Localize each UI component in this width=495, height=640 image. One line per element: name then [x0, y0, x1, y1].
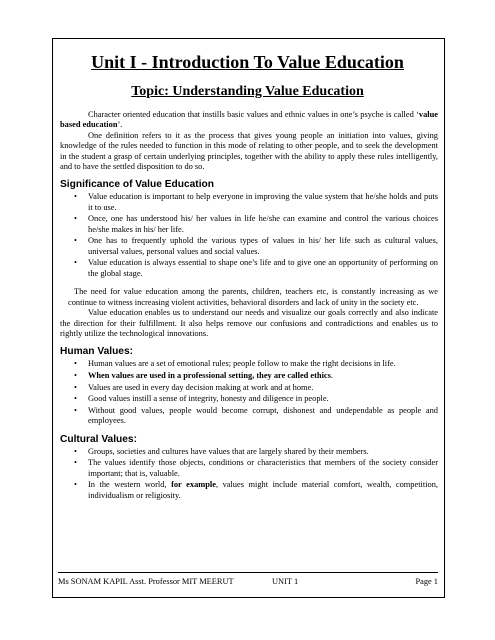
- list-item: • One has to frequently uphold the various types of values in his/ her life such as cultural values, universal values, personal values and social values.: [88, 236, 438, 257]
- cultural-values-heading: Cultural Values:: [60, 433, 137, 445]
- list-item: • Once, one has understood his/ her values in life he/she can examine and control the various choices he/she makes in his/ her life.: [88, 214, 438, 235]
- footer-unit: UNIT 1: [272, 577, 299, 586]
- footer-author: Ms SONAM KAPIL Asst. Professor MIT MEERUT: [58, 577, 234, 586]
- document-body: [60, 110, 438, 502]
- page-footer: [58, 572, 438, 589]
- human-values-heading: Human Values:: [60, 346, 134, 358]
- list-item: • Value education is always essential to shape one’s life and to give one an opportunity of performing on the global stage.: [88, 258, 438, 279]
- footer-page-number: Page 1: [415, 577, 438, 586]
- list-item: • Groups, societies and cultures have values that are largely shared by their members.: [88, 447, 438, 457]
- intro-paragraph-1: Character oriented education that instills basic values and ethnic values in one’s psyche is called ‘value based education’.: [60, 110, 438, 130]
- list-item: • Value education is important to help everyone in improving the value system that he/she holds and puts it to use.: [88, 192, 438, 213]
- enables-paragraph: Value education enables us to understand our needs and visualize our goals correctly and also indicate the direction for their fulfillment. It also helps remove our confusions and contradictions and enables us to rightly utilize the technological innovations.: [60, 308, 438, 339]
- need-paragraph: The need for value education among the parents, children, teachers etc, is constantly increasing as we continue to witness increasing violent activities, behavioral disorders and lack of unity in the society etc.: [68, 287, 438, 307]
- list-item: • The values identify those objects, conditions or characteristics that members of the society consider important; that is, valuable.: [88, 458, 438, 479]
- human-values-list: [60, 359, 438, 426]
- list-item: • In the western world, for example, values might include material comfort, wealth, competition, individualism or religiosity.: [88, 480, 438, 501]
- list-item: • When values are used in a professional setting, they are called ethics.: [88, 371, 438, 381]
- list-item: • Human values are a set of emotional rules; people follow to make the right decisions in life.: [88, 359, 438, 369]
- significance-heading: Significance of Value Education: [60, 179, 214, 191]
- list-item: • Good values instill a sense of integrity, honesty and diligence in people.: [88, 394, 438, 404]
- topic-heading: Topic: Understanding Value Education: [131, 84, 364, 99]
- cultural-values-list: [60, 447, 438, 501]
- intro-paragraph-2: One definition refers to it as the process that gives young people an initiation into values, giving knowledge of the rules needed to function in this mode of relating to other people, and to seek the development in the student a grasp of certain underlying principles, together with the ability to apply these rules intelligently, and to have the settled disposition to do so.: [60, 130, 438, 172]
- significance-list: [60, 192, 438, 279]
- list-item: • Values are used in every day decision making at work and at home.: [88, 383, 438, 393]
- unit-title: Unit I - Introduction To Value Education: [91, 52, 404, 72]
- value-based-education-term: value based education: [60, 110, 438, 130]
- list-item: • Without good values, people would become corrupt, dishonest and undependable as people and employees.: [88, 406, 438, 427]
